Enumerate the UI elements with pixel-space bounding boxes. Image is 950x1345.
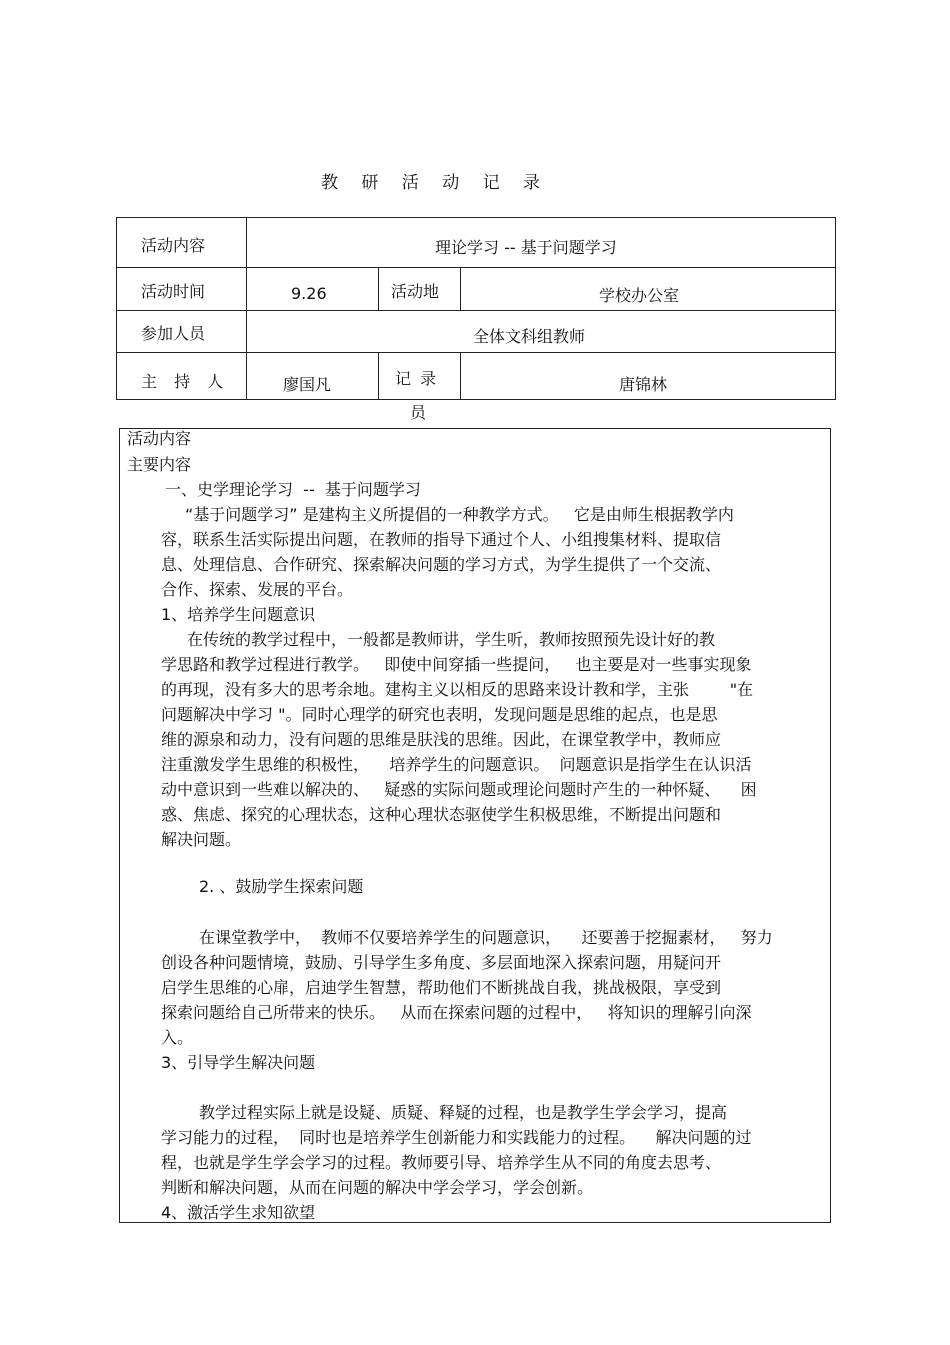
host-label: 主 持 人: [141, 372, 230, 391]
paragraph-line: 问题解决中学习 "。同时心理学的研究也表明，发现问题是思维的起点，也是思: [161, 705, 718, 724]
paragraph-line: 的再现，没有多大的思考余地。建构主义以相反的思路来设计教和学，主张 "在: [161, 680, 754, 699]
paragraph-line: 解决问题。: [161, 830, 242, 849]
recorder-label: 记 录: [395, 369, 439, 388]
paragraph-line: 学思路和教学过程进行教学。 即使中间穿插一些提问， 也主要是对一些事实现象: [161, 655, 752, 674]
content-subheading: 主要内容: [127, 455, 192, 474]
recorder-value: 唐锦林: [619, 375, 668, 394]
paragraph-line: 注重激发学生思维的积极性， 培养学生的问题意识。 问题意识是指学生在认识活: [161, 755, 752, 774]
activity-place-value: 学校办公室: [599, 286, 680, 305]
paragraph-line: 教学过程实际上就是设疑、质疑、释疑的过程，也是教学生学会学习，提高: [199, 1103, 728, 1122]
column-divider: [460, 352, 461, 400]
row-divider: [117, 310, 835, 311]
recorder-label-overflow: 员: [410, 403, 427, 422]
paragraph-line: 创设各种问题情境，鼓励、引导学生多角度、多层面地深入探索问题，用疑问开: [161, 953, 722, 972]
column-divider: [460, 267, 461, 310]
participants-value: 全体文科组教师: [473, 327, 586, 346]
paragraph-line: “基于问题学习” 是建构主义所提倡的一种教学方式。 它是由师生根据教学内: [185, 505, 734, 524]
paragraph-line: 探索问题给自己所带来的快乐。 从而在探索问题的过程中， 将知识的理解引向深: [161, 1003, 752, 1022]
activity-time-label: 活动时间: [141, 282, 206, 301]
paragraph-line: 惑、焦虑、探究的心理状态，这种心理状态驱使学生积极思维，不断提出问题和: [161, 805, 722, 824]
host-value: 廖国凡: [283, 375, 332, 394]
paragraph-line: 在传统的教学过程中，一般都是教师讲，学生听，教师按照预先设计好的教: [187, 630, 716, 649]
content-box: [119, 428, 831, 1223]
paragraph-line: 学习能力的过程， 同时也是培养学生创新能力和实践能力的过程。 解决问题的过: [161, 1128, 752, 1147]
paragraph-line: 容，联系生活实际提出问题，在教师的指导下通过个人、小组搜集材料、提取信: [161, 530, 722, 549]
page-title: 教 研 活 动 记 录: [320, 173, 550, 193]
subsection-heading: 2. 、鼓励学生探索问题: [199, 877, 364, 896]
activity-content-label: 活动内容: [141, 236, 206, 255]
activity-time-value: 9.26: [291, 284, 327, 303]
info-table: [116, 217, 836, 400]
section-heading: 一、史学理论学习 -- 基于问题学习: [165, 480, 421, 499]
paragraph-line: 合作、探索、发展的平台。: [161, 580, 354, 599]
paragraph-line: 启学生思维的心扉，启迪学生智慧，帮助他们不断挑战自我，挑战极限，享受到: [161, 978, 722, 997]
participants-label: 参加人员: [141, 324, 206, 343]
paragraph-line: 在课堂教学中， 教师不仅要培养学生的问题意识， 还要善于挖掘素材， 努力: [199, 928, 773, 947]
paragraph-line: 维的源泉和动力，没有问题的思维是肤浅的思维。因此，在课堂教学中，教师应: [161, 730, 722, 749]
subsection-heading: 1、培养学生问题意识: [161, 605, 316, 624]
paragraph-line: 程，也就是学生学会学习的过程。教师要引导、培养学生从不同的角度去思考、: [161, 1153, 722, 1172]
row-divider: [117, 352, 835, 353]
paragraph-line: 入。: [161, 1028, 194, 1047]
activity-place-label: 活动地: [391, 282, 440, 301]
column-divider: [378, 267, 379, 310]
column-divider: [378, 352, 379, 400]
subsection-heading: 3、引导学生解决问题: [161, 1053, 316, 1072]
paragraph-line: 判断和解决问题，从而在问题的解决中学会学习，学会创新。: [161, 1178, 594, 1197]
column-divider: [246, 218, 247, 400]
paragraph-line: 动中意识到一些难以解决的、 疑惑的实际问题或理论问题时产生的一种怀疑、 困: [161, 780, 757, 799]
activity-content-value: 理论学习 -- 基于问题学习: [435, 238, 617, 257]
row-divider: [117, 267, 835, 268]
content-heading: 活动内容: [127, 429, 192, 448]
subsection-heading: 4、激活学生求知欲望: [161, 1203, 316, 1222]
paragraph-line: 息、处理信息、合作研究、探索解决问题的学习方式，为学生提供了一个交流、: [161, 555, 722, 574]
